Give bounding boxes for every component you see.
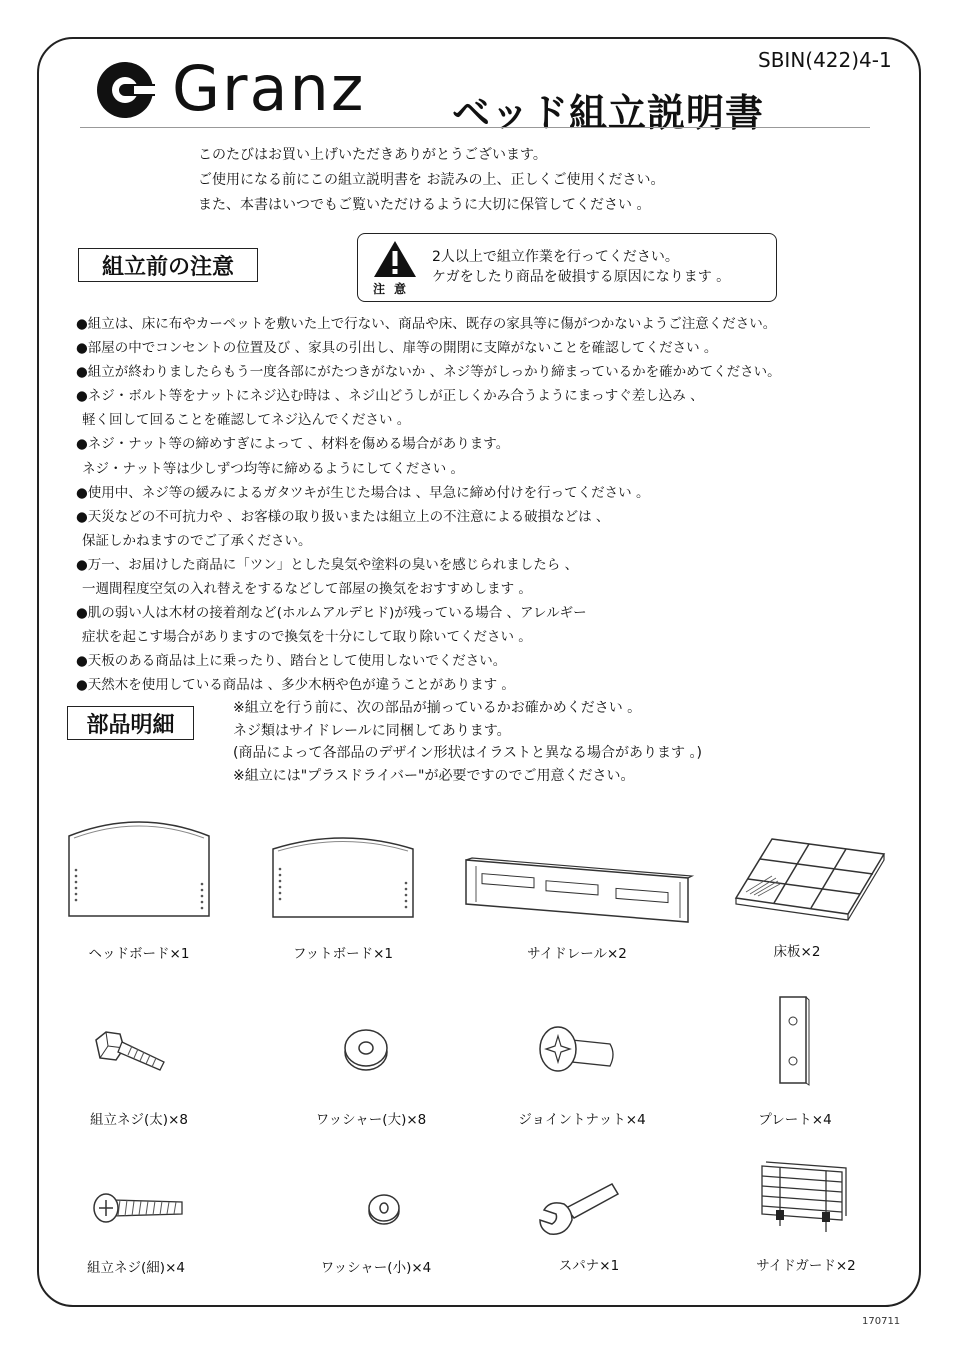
precaution-item: ●万一、お届けした商品に「ツン」とした臭気や塗料の臭いを感じられましたら 、 (76, 556, 579, 573)
precaution-item: ●部屋の中でコンセントの位置及び 、家具の引出し、扉等の開閉に支障がないことを確認してください 。 (76, 340, 718, 357)
footboard-icon (270, 835, 416, 919)
headboard-icon (66, 818, 212, 918)
precaution-item-continued: 一週間程度空気の入れ替えをするなどして部屋の換気をおすすめします 。 (82, 581, 532, 598)
intro-text (198, 143, 664, 218)
footer-code: 170711 (862, 1316, 901, 1327)
part-label-washer-small: ワッシャー(小)×4 (320, 1260, 432, 1276)
brand-name: Granz (172, 52, 366, 125)
warning-icon (373, 240, 417, 278)
part-label-floor-board: 床板×2 (773, 944, 821, 960)
side-guard-icon (758, 1160, 852, 1236)
part-label-side-rail: サイドレール×2 (527, 946, 627, 962)
document-title: ベッド組立説明書 (452, 91, 765, 135)
precaution-item: ●ネジ・ボルト等をナットにネジ込む時は 、ネジ山どうしが正しくかみ合うようにまっすぐ差し込み 、 (76, 388, 704, 405)
precaution-item-continued: ネジ・ナット等は少しずつ均等に締めるようにしてください 。 (82, 460, 465, 477)
part-label-headboard: ヘッドボード×1 (88, 946, 190, 962)
header-divider (80, 127, 870, 128)
warning-line: 2人以上で組立作業を行ってください。 (432, 249, 679, 265)
spanner-icon (536, 1180, 622, 1240)
washer-small-icon (366, 1192, 402, 1226)
joint-nut-icon (536, 1024, 616, 1074)
precaution-item-continued: 軽く回して回ることを確認してネジ込んでください 。 (82, 412, 411, 429)
precaution-list (76, 312, 781, 698)
part-label-joint-nut: ジョイントナット×4 (518, 1112, 646, 1128)
plate-icon (778, 995, 810, 1087)
brand-logo-icon (92, 60, 162, 120)
precaution-item: ●天板のある商品は上に乗ったり、踏台として使用しないでください。 (76, 653, 507, 670)
part-label-washer-large: ワッシャー(大)×8 (315, 1112, 427, 1128)
side-rail-icon (462, 856, 692, 926)
warning-label: 注意 (373, 282, 416, 296)
precaution-item: ●天災などの不可抗力や 、お客様の取り扱いまたは組立上の不注意による破損などは 、 (76, 508, 610, 525)
precaution-item: ●使用中、ネジ等の緩みによるガタツキが生じた場合は 、早急に締め付けを行ってください 。 (76, 484, 650, 501)
precaution-item: ●ネジ・ナット等の締めすぎによって 、材料を傷める場合があります。 (76, 436, 510, 453)
part-label-spanner: スパナ×1 (558, 1258, 620, 1274)
precaution-item-continued: 症状を起こす場合がありますので換気を十分にして取り除いてください 。 (82, 629, 532, 646)
part-label-footboard: フットボード×1 (293, 946, 393, 962)
parts-note: (商品によって各部品のデザイン形状はイラストと異なる場合があります 。) (233, 745, 702, 761)
part-label-bolt-large: 組立ネジ(太)×8 (90, 1112, 188, 1128)
precaution-item-continued: 保証しかねますのでご了承ください。 (82, 532, 312, 549)
document-code: SBIN(422)4-1 (758, 48, 892, 72)
washer-large-icon (342, 1028, 390, 1072)
precaution-item: ●肌の弱い人は木材の接着剤など(ホルムアルデヒド)が残っている場合 、アレルギー (76, 605, 587, 622)
parts-heading: 部品明細 (67, 706, 194, 740)
precaution-item: ●組立が終わりましたらもう一度各部にがたつきがないか 、ネジ等がしっかり締まっているかを確かめてください。 (76, 364, 781, 381)
floor-board-icon (732, 836, 886, 920)
part-label-screw-small: 組立ネジ(細)×4 (87, 1260, 185, 1276)
precaution-item: ●組立は、床に布やカーペットを敷いた上で行ない、商品や床、既存の家具等に傷がつかないようご注意ください。 (76, 316, 777, 332)
screw-small-icon (90, 1190, 184, 1226)
parts-note: ※組立を行う前に、次の部品が揃っているかお確かめください 。 (233, 700, 642, 716)
warning-line: ケガをしたり商品を破損する原因になります 。 (432, 269, 731, 285)
intro-line: また、本書はいつでもご覧いただけるように大切に保管してください 。 (198, 197, 651, 213)
intro-line: このたびはお買い上げいただきありがとうございます。 (198, 147, 547, 163)
parts-note: ※組立には"プラスドライバー"が必要ですのでご用意ください。 (233, 767, 635, 784)
part-label-side-guard: サイドガード×2 (756, 1258, 856, 1274)
precautions-heading: 組立前の注意 (78, 248, 258, 282)
warning-text (432, 247, 730, 287)
parts-notes (233, 697, 702, 787)
parts-note: ネジ類はサイドレールに同梱してあります。 (233, 722, 511, 739)
bolt-large-icon (92, 1030, 168, 1074)
intro-line: ご使用になる前にこの組立説明書を お読みの上、正しくご使用ください。 (198, 172, 665, 188)
precaution-item: ●天然木を使用している商品は 、多少木柄や色が違うことがあります 。 (76, 677, 515, 694)
part-label-plate: プレート×4 (758, 1112, 832, 1128)
